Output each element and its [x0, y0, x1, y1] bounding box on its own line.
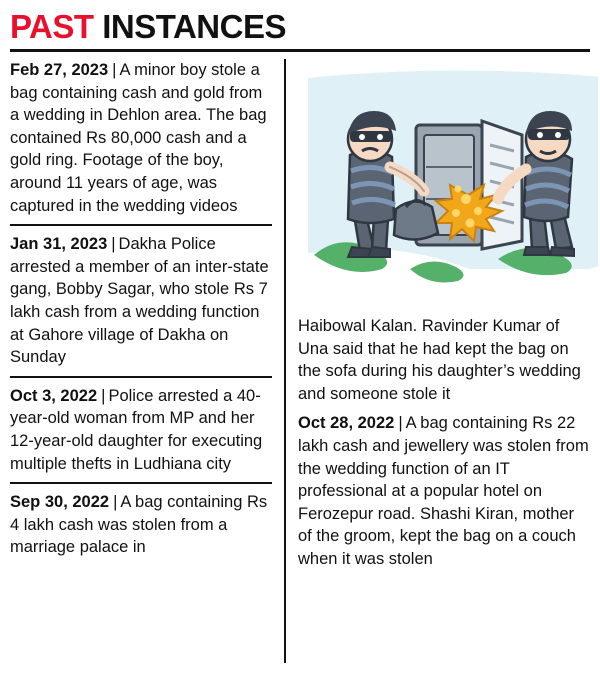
- header-divider: [10, 49, 590, 52]
- item-text: A minor boy stole a bag containing cash and gold from a wedding in Dehlon area. The bag contained Rs 80,000 cash and a gold ring. Footage of the boy, around 11 years of age, was captured in the wedding videos: [10, 61, 267, 215]
- item-date: Oct 3, 2022: [10, 386, 98, 405]
- item-separator: |: [398, 414, 403, 433]
- item-date: Sep 30, 2022: [10, 493, 110, 512]
- item-separator: |: [101, 386, 106, 405]
- list-item: [298, 412, 590, 577]
- item-date: Feb 27, 2023: [10, 61, 109, 79]
- item-text: A bag containing Rs 22 lakh cash and jewellery was stolen from the wedding function of an IT professional at a popular hotel on Ferozepur road. Shashi Kiran, mother of the groom, kept the bag on a couch when it was stolen: [298, 414, 589, 568]
- page-title-accent: PAST: [10, 8, 94, 45]
- content-columns: [10, 59, 590, 663]
- item-separator: |: [111, 235, 116, 254]
- thieves-stealing-from-safe-illustration: [298, 59, 600, 307]
- right-column: [286, 59, 590, 663]
- left-column: [10, 59, 284, 663]
- list-item: [10, 482, 272, 566]
- item-text: Dakha Police arrested a member of an inter-state gang, Bobby Sagar, who stole Rs 7 lakh cash from a wedding function at Gahore village of Dakha on Sunday: [10, 235, 269, 367]
- item-date: Jan 31, 2023: [10, 235, 108, 254]
- item-separator: |: [113, 493, 118, 512]
- item-date: Oct 28, 2022: [298, 414, 395, 433]
- list-item: [10, 59, 272, 224]
- continuation-text: Haibowal Kalan. Ravinder Kumar of Una said that he had kept the bag on the sofa during his daughter’s wedding and someone stole it: [298, 317, 581, 403]
- item-text: A bag containing Rs 4 lakh cash was stolen from a marriage palace in: [10, 493, 268, 557]
- page-title: [10, 8, 590, 46]
- page-title-rest: INSTANCES: [93, 8, 286, 45]
- list-item: [10, 224, 272, 376]
- header: [10, 8, 590, 52]
- item-text: Police arrested a 40-year-old woman from MP and her 12-year-old daughter for executing multiple thefts in Ludhiana city: [10, 386, 263, 473]
- list-item: [10, 376, 272, 482]
- item-separator: |: [112, 61, 117, 79]
